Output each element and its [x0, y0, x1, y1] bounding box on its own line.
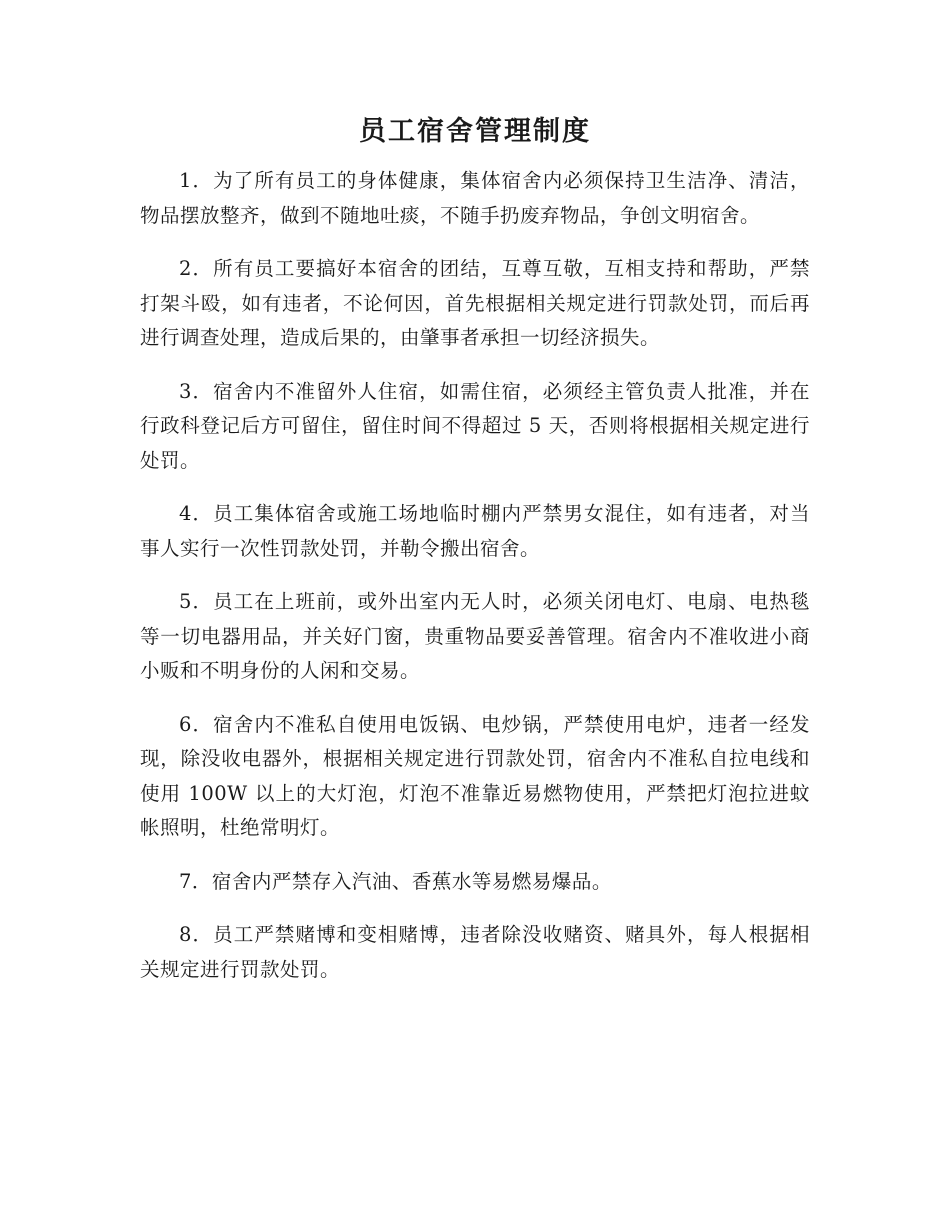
rule-paragraph-8: 8．员工严禁赌博和变相赌博，违者除没收赌资、赌具外，每人根据相关规定进行罚款处罚。: [140, 923, 810, 981]
rule-paragraph-7: 7．宿舍内严禁存入汽油、香蕉水等易燃易爆品。: [179, 869, 612, 893]
rule-paragraph-3: 3．宿舍内不准留外人住宿，如需住宿，必须经主管负责人批准，并在行政科登记后方可留住，留住时间不得超过 5 天，否则将根据相关规定进行处罚。: [140, 379, 810, 472]
rule-paragraph-1: 1．为了所有员工的身体健康，集体宿舍内必须保持卫生洁净、清洁，物品摆放整齐，做到不随地吐痰，不随手扔废弃物品，争创文明宿舍。: [140, 169, 810, 227]
rule-paragraph-6: 6．宿舍内不准私自使用电饭锅、电炒锅，严禁使用电炉，违者一经发现，除没收电器外，根据相关规定进行罚款处罚，宿舍内不准私自拉电线和使用 100W 以上的大灯泡，灯泡不准靠近易燃物使用，严禁把灯泡拉进蚊帐照明，杜绝常明灯。: [140, 712, 810, 839]
rule-paragraph-2: 2．所有员工要搞好本宿舍的团结，互尊互敬，互相支持和帮助，严禁打架斗殴，如有违者，不论何因，首先根据相关规定进行罚款处罚，而后再进行调查处理，造成后果的，由肇事者承担一切经济损失。: [140, 257, 810, 349]
rule-paragraph-5: 5．员工在上班前，或外出室内无人时，必须关闭电灯、电扇、电热毯等一切电器用品，并关好门窗，贵重物品要妥善管理。宿舍内不准收进小商小贩和不明身份的人闲和交易。: [140, 590, 810, 682]
rule-paragraph-4: 4．员工集体宿舍或施工场地临时棚内严禁男女混住，如有违者，对当事人实行一次性罚款处罚，并勒令搬出宿舍。: [140, 502, 810, 560]
document-title: 员工宿舍管理制度: [359, 116, 591, 147]
